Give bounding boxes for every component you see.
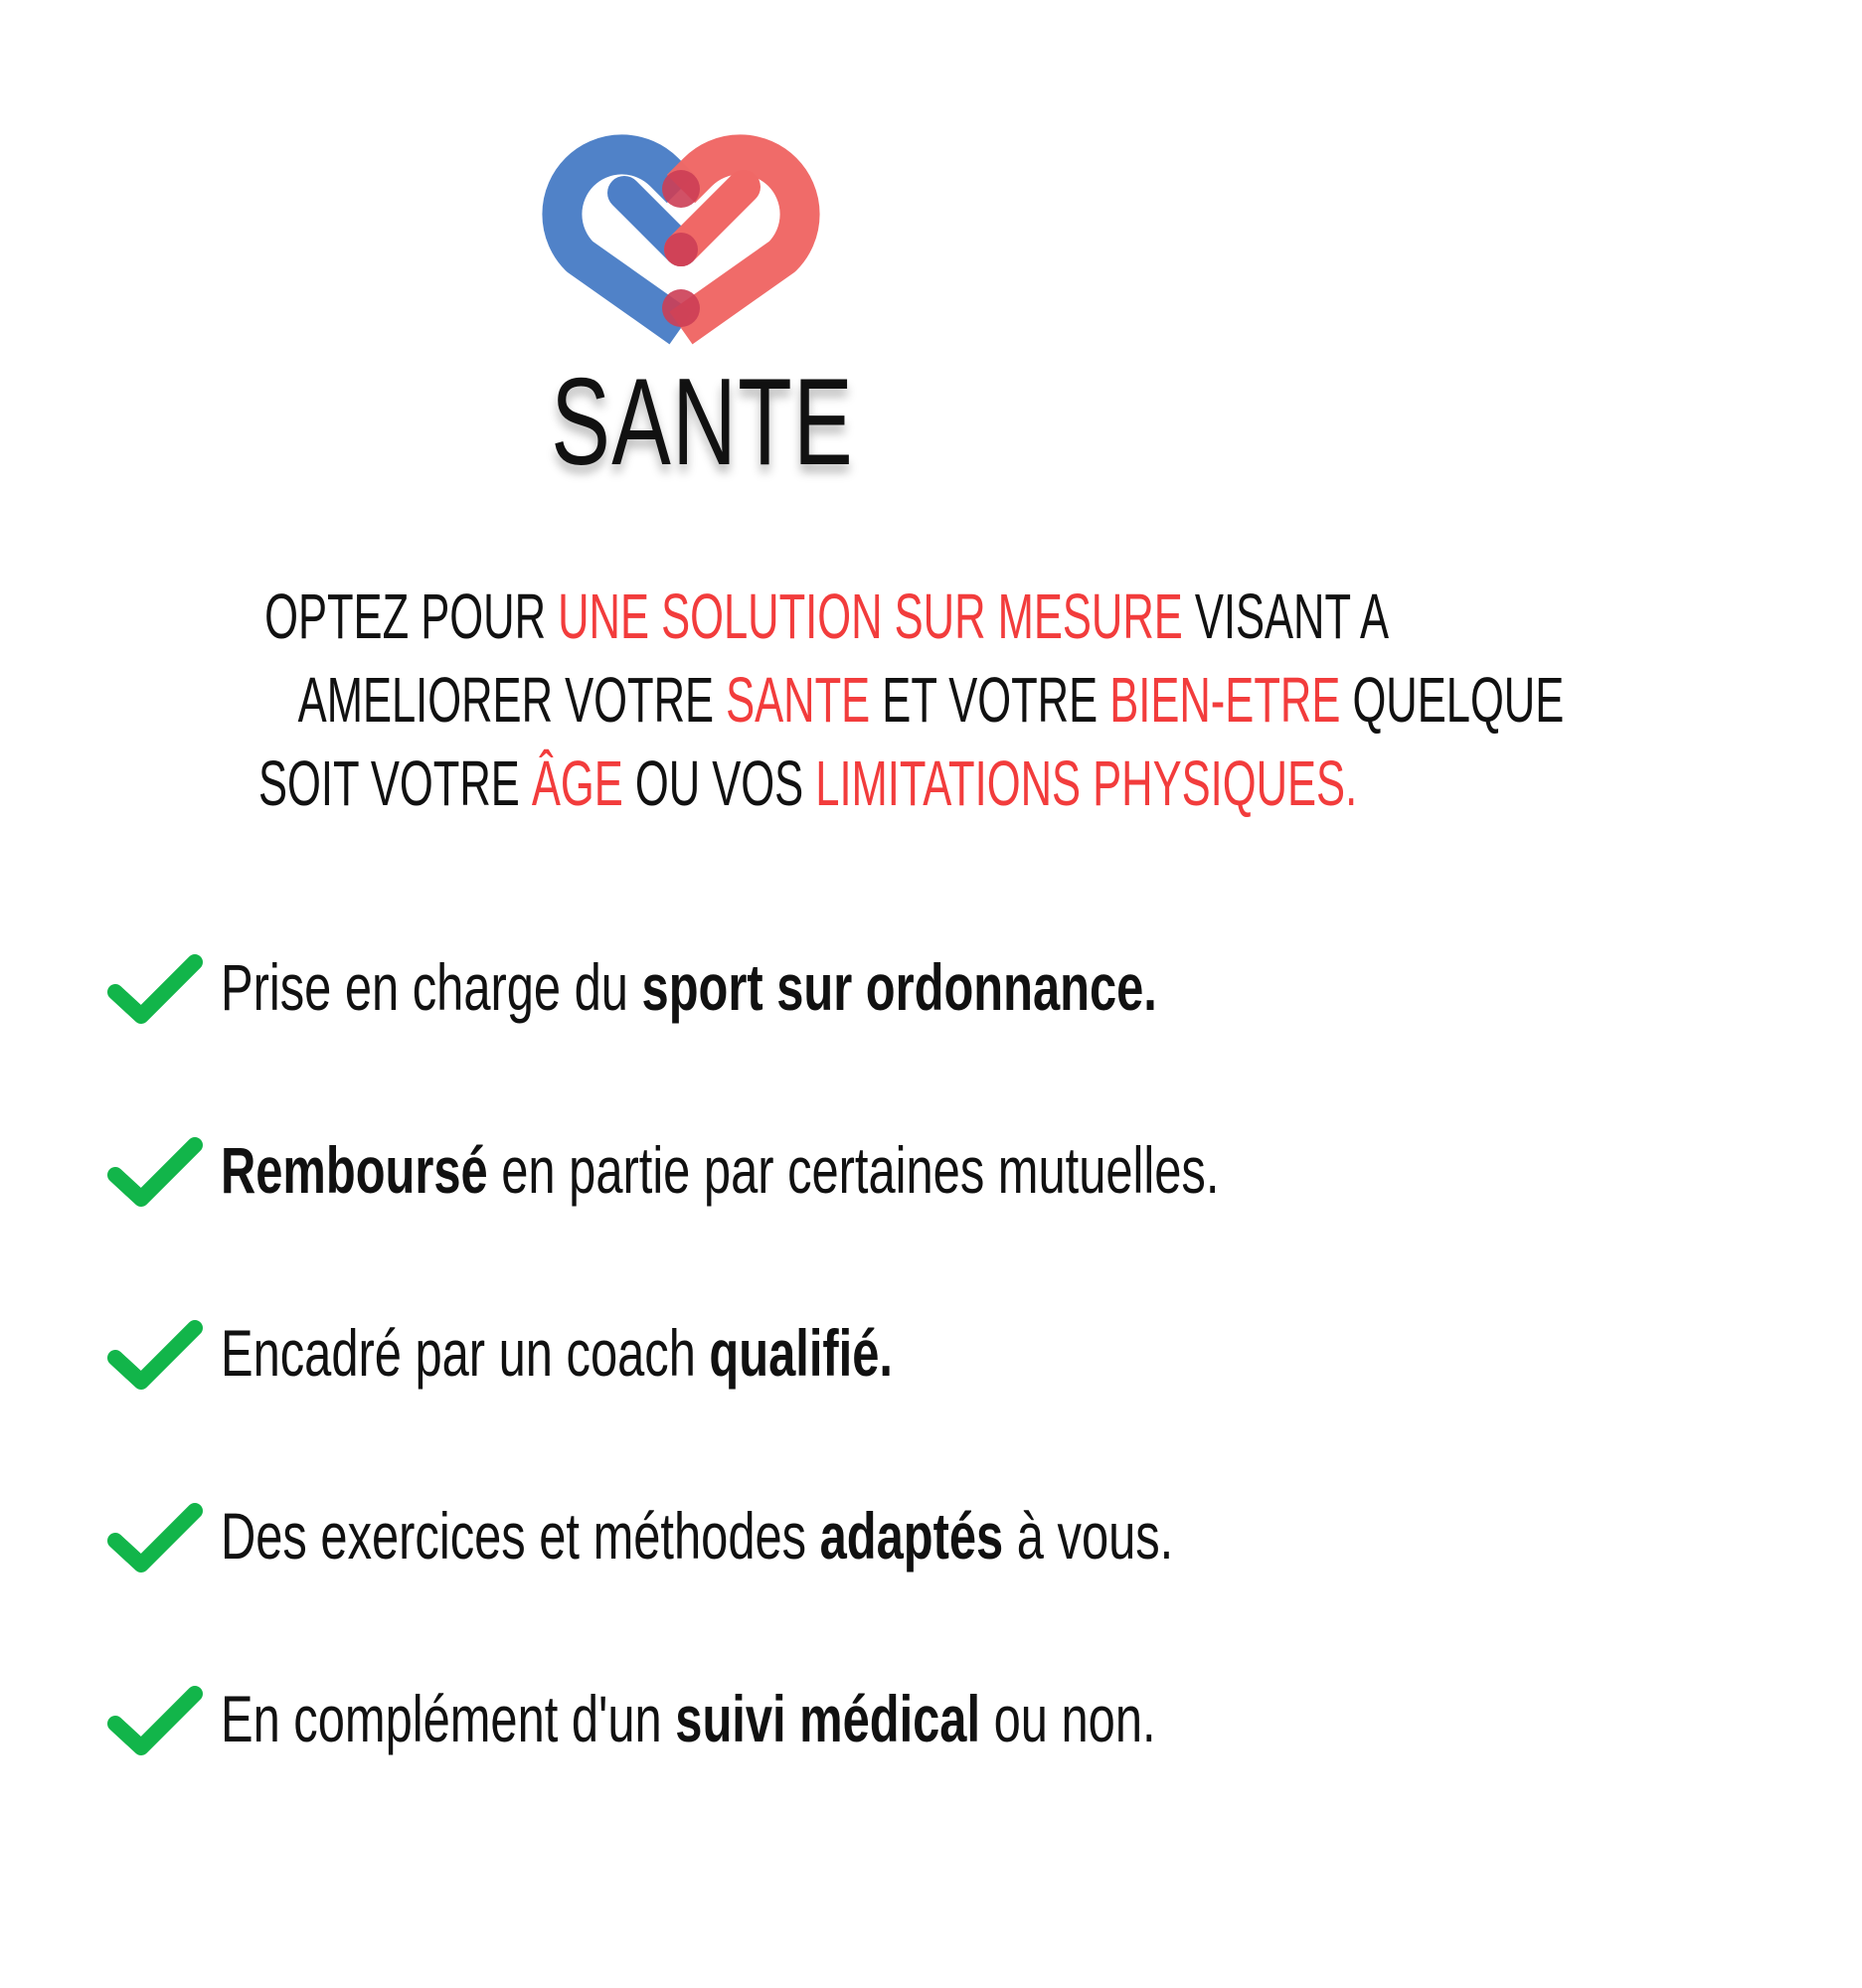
check-icon <box>109 1503 201 1574</box>
feature-item-1 <box>109 944 1382 1127</box>
brand-name: SANTE <box>551 354 855 491</box>
check-icon <box>109 1686 201 1757</box>
headline-text: OU VOS <box>622 747 816 819</box>
headline-text: SOIT VOTRE <box>258 747 532 819</box>
headline-line-2 <box>0 658 1565 742</box>
feature-item-4 <box>109 1493 1382 1676</box>
feature-text: Encadré par un coach qualifié. <box>221 1316 893 1390</box>
headline-highlight: ÂGE <box>531 747 623 819</box>
headline-highlight: UNE SOLUTION SUR MESURE <box>558 580 1183 652</box>
headline-highlight: BIEN-ETRE <box>1109 664 1341 736</box>
headline-text: QUELQUE <box>1340 664 1565 736</box>
feature-emphasis: qualifié. <box>709 1316 893 1390</box>
headline-line-3 <box>0 742 1406 825</box>
feature-item-2 <box>109 1127 1382 1310</box>
feature-text: Prise en charge du sport sur ordonnance. <box>221 950 1157 1024</box>
check-icon <box>109 1137 201 1209</box>
feature-text: Des exercices et méthodes adaptés à vous. <box>221 1499 1174 1573</box>
feature-text: Remboursé en partie par certaines mutuelles. <box>221 1133 1220 1207</box>
check-icon <box>109 954 201 1026</box>
headline-highlight: LIMITATIONS PHYSIQUES. <box>815 747 1358 819</box>
feature-list <box>109 944 1382 1859</box>
headline-highlight: SANTE <box>726 664 871 736</box>
feature-item-3 <box>109 1310 1382 1493</box>
feature-emphasis: sport sur ordonnance. <box>641 950 1157 1024</box>
heart-logo-icon <box>537 119 825 328</box>
feature-emphasis: suivi médical <box>675 1682 981 1755</box>
headline-text: AMELIORER VOTRE <box>297 664 727 736</box>
feature-text: En complément d'un suivi médical ou non. <box>221 1682 1156 1755</box>
headline <box>0 575 1565 825</box>
headline-text: VISANT A <box>1182 580 1389 652</box>
headline-line-1 <box>0 575 1406 658</box>
check-icon <box>109 1320 201 1392</box>
feature-emphasis: adaptés <box>819 1499 1004 1573</box>
feature-item-5 <box>109 1676 1382 1859</box>
feature-emphasis: Remboursé <box>221 1133 488 1207</box>
headline-text: OPTEZ POUR <box>264 580 559 652</box>
headline-text: ET VOTRE <box>870 664 1110 736</box>
